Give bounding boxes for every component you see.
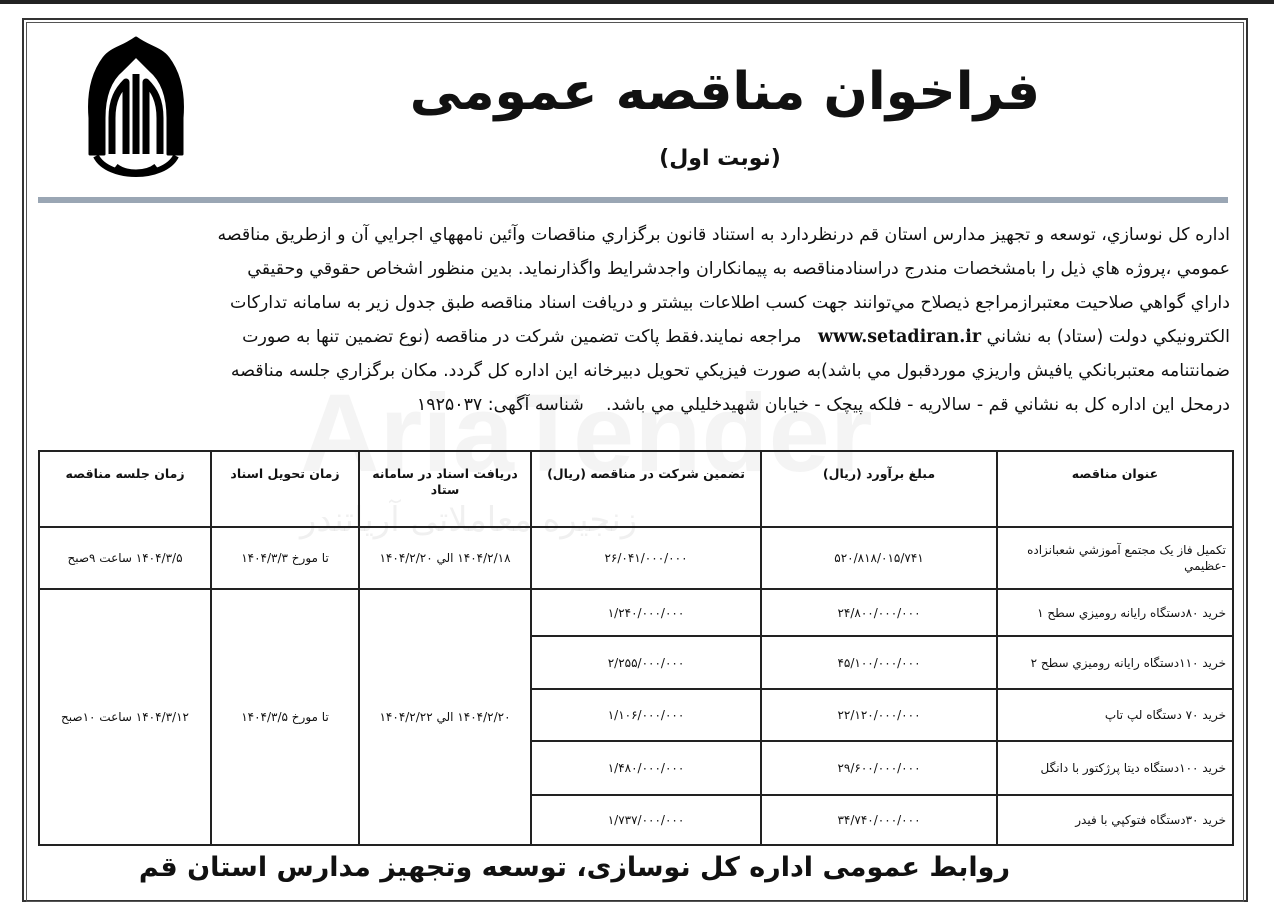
col-header-guarantee: تضمين شركت در مناقصه (ريال): [531, 451, 761, 527]
cell-estimate: ۵۲۰/۸۱۸/۰۱۵/۷۴۱: [761, 527, 997, 589]
cell-session: ۱۴۰۴/۳/۵ ساعت ۹صبح: [39, 527, 211, 589]
watermark-tagline: زنجیره معاملاتی آریاتندر: [300, 500, 638, 540]
col-header-session: زمان جلسه مناقصه: [39, 451, 211, 527]
intro-line-4-start: الكترونيكي دولت (ستاد) به نشاني: [986, 327, 1230, 347]
cell-estimate: ۲۹/۶۰۰/۰۰۰/۰۰۰: [761, 741, 997, 795]
cell-docs-deliver: تا مورخ ۱۴۰۴/۳/۳: [211, 527, 359, 589]
table-row: [39, 527, 1233, 589]
cell-title: خريد ۱۱۰دستگاه رايانه روميزي سطح ۲: [997, 636, 1233, 689]
footer-signature: روابط عمومی اداره کل نوسازی، توسعه وتجهیز مدارس استان قم: [138, 852, 1010, 883]
intro-line-5: ضمانتنامه معتبربانكي يافيش واريزي موردقبول مي باشد)به صورت فيزيكي تحويل دبيرخانه اين اداره كل گردد. مكان برگزاري جلسه مناقصه: [230, 361, 1230, 381]
intro-line-6: [38, 388, 1230, 422]
col-header-docs-deliver: زمان تحويل اسناد: [211, 451, 359, 527]
cell-estimate: ۳۴/۷۴۰/۰۰۰/۰۰۰: [761, 795, 997, 845]
intro-line-3: داراي گواهي صلاحيت معتبرازمراجع ذيصلاح مي‌توانند جهت كسب اطلاعات بيشتر و دريافت اسناد مناقصه طبق جدول زير به سامانه تداركات: [229, 293, 1230, 313]
cell-estimate: ۴۵/۱۰۰/۰۰۰/۰۰۰: [761, 636, 997, 689]
cell-title: خريد ۸۰دستگاه رايانه روميزي سطح ۱: [997, 589, 1233, 636]
col-header-title: عنوان مناقصه: [997, 451, 1233, 527]
top-rule: [0, 0, 1274, 4]
col-header-estimate: مبلغ برآورد (ريال): [761, 451, 997, 527]
cell-docs-receive: ۱۴۰۴/۲/۱۸ الي ۱۴۰۴/۲/۲۰: [359, 527, 531, 589]
intro-line-2: عمومي ،پروژه هاي ذيل را بامشخصات مندرج دراسنادمناقصه به پيمانكاران واجدشرايط واگذارنمايد. بدين منظور اشخاص حقوقي وحقيقي: [247, 259, 1230, 279]
cell-guarantee: ۲/۲۵۵/۰۰۰/۰۰۰: [531, 636, 761, 689]
ad-id: شناسه آگهی: ۱۹۲۵۰۳۷: [416, 395, 584, 415]
table-header-row: [39, 451, 1233, 527]
col-header-docs-receive: دريافت اسناد در سامانه ستاد: [359, 451, 531, 527]
cell-guarantee: ۱/۴۸۰/۰۰۰/۰۰۰: [531, 741, 761, 795]
intro-line-4: [38, 320, 1230, 354]
cell-session-shared: ۱۴۰۴/۳/۱۲ ساعت ۱۰صبح: [39, 589, 211, 845]
cell-title: خريد ۱۰۰دستگاه ديتا پرژكتور با دانگل: [997, 741, 1233, 795]
emblem-logo: [82, 34, 190, 184]
cell-guarantee: ۱/۷۳۷/۰۰۰/۰۰۰: [531, 795, 761, 845]
tender-table: [38, 450, 1234, 846]
intro-line-4-end: مراجعه نمايند.فقط پاكت تضمين شركت در مناقصه (نوع تضمين تنها به صورت: [242, 327, 802, 347]
cell-estimate: ۲۲/۱۲۰/۰۰۰/۰۰۰: [761, 689, 997, 741]
cell-estimate: ۲۴/۸۰۰/۰۰۰/۰۰۰: [761, 589, 997, 636]
cell-guarantee: ۱/۲۴۰/۰۰۰/۰۰۰: [531, 589, 761, 636]
cell-title: خريد ۳۰دستگاه فتوكپي با فيدر: [997, 795, 1233, 845]
cell-guarantee: ۲۶/۰۴۱/۰۰۰/۰۰۰: [531, 527, 761, 589]
website-link[interactable]: www.setadiran.ir: [818, 327, 982, 347]
page-title: فراخوان مناقصه عمومی: [409, 62, 1040, 122]
table-row: [39, 589, 1233, 636]
header-separator: [38, 197, 1228, 203]
intro-line-1: اداره کل نوسازي، توسعه و تجهيز مدارس استان قم درنظردارد به استناد قانون برگزاري مناقصات وآئين نامههاي اجرايي آن و ازطريق مناقصه: [217, 225, 1230, 245]
intro-paragraph: [38, 218, 1230, 422]
cell-docs-deliver-shared: تا مورخ ۱۴۰۴/۳/۵: [211, 589, 359, 845]
cell-docs-receive-shared: ۱۴۰۴/۲/۲۰ الي ۱۴۰۴/۲/۲۲: [359, 589, 531, 845]
cell-title: تكميل فاز یک مجتمع آموزشي شعبانزاده -عظيمي: [997, 527, 1233, 589]
cell-guarantee: ۱/۱۰۶/۰۰۰/۰۰۰: [531, 689, 761, 741]
cell-title: خريد ۷۰ دستگاه لپ تاپ: [997, 689, 1233, 741]
intro-line-6-address: درمحل اين اداره كل به نشاني قم - سالاريه - فلكه پيچک - خيابان شهيدخليلي مي باشد.: [605, 395, 1230, 415]
page-subtitle: (نوبت اول): [659, 146, 781, 171]
